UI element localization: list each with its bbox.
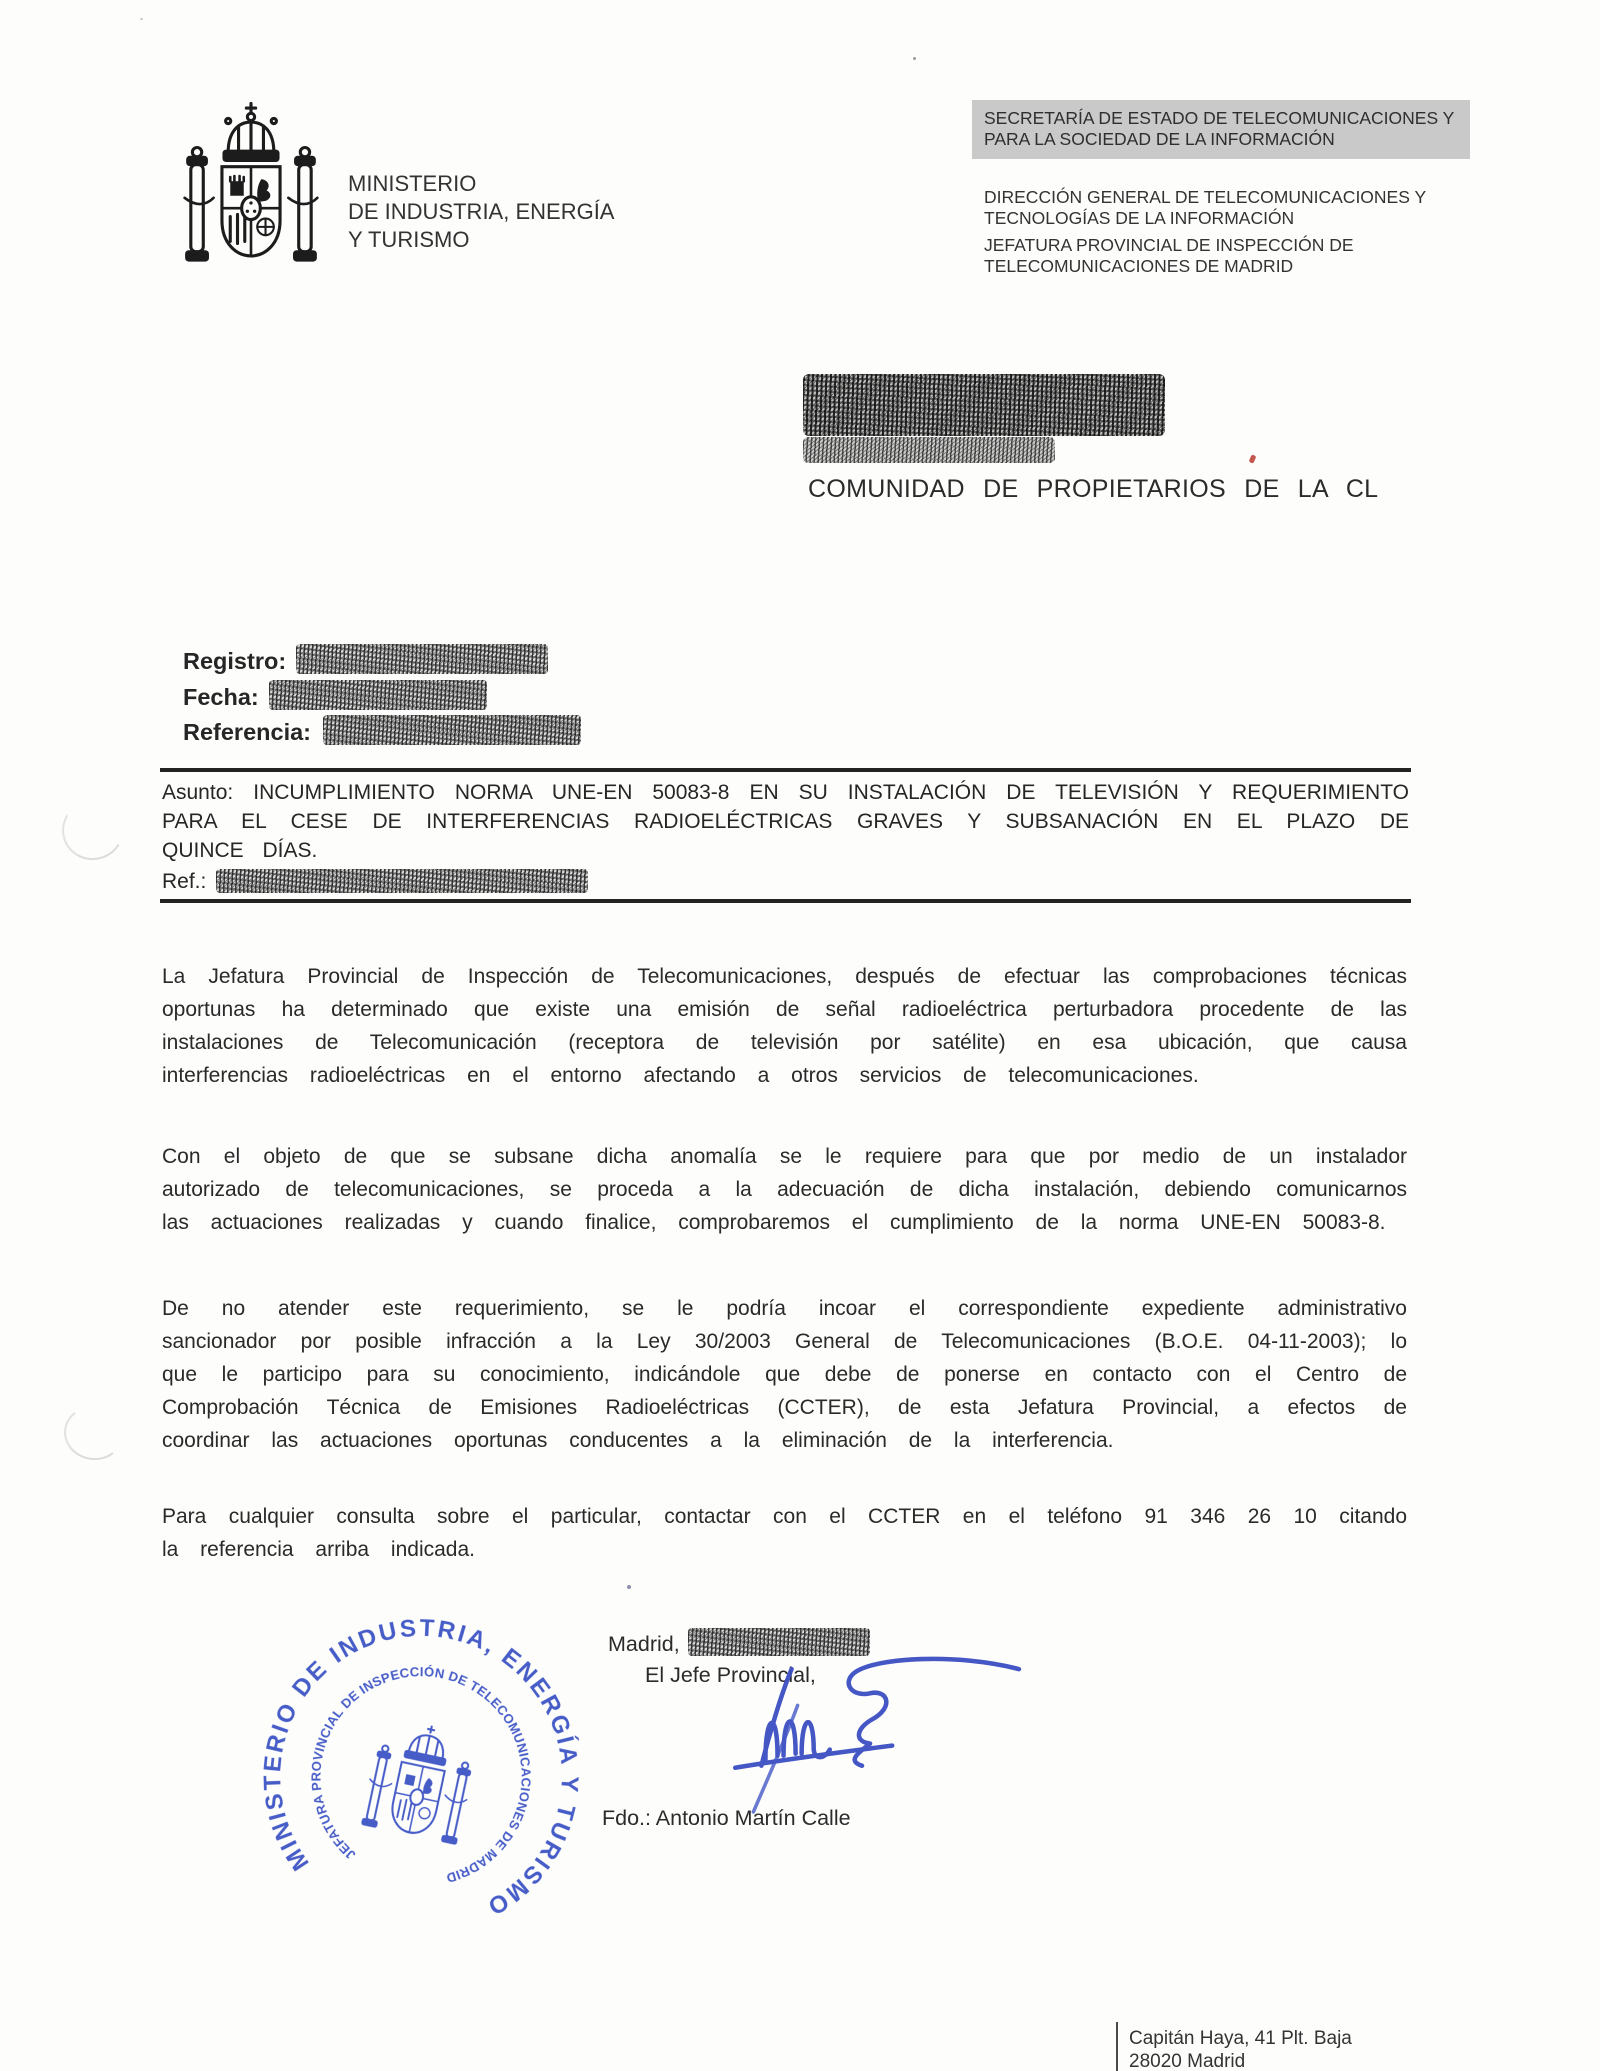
place-label: Madrid, <box>608 1632 680 1656</box>
referencia-redaction <box>323 715 581 745</box>
ref-label: Ref.: <box>162 870 207 893</box>
fecha-redaction <box>269 680 487 710</box>
signer-role: El Jefe Provincial, <box>645 1663 816 1687</box>
official-stamp-icon <box>218 1574 624 1980</box>
addressee-redaction-line2 <box>803 437 1055 463</box>
subject-text <box>162 778 1409 865</box>
scan-speck <box>140 18 143 20</box>
referencia-label: Referencia: <box>183 719 311 745</box>
ministry-name-line: MINISTERIO <box>348 171 477 196</box>
signer-name: Fdo.: Antonio Martín Calle <box>602 1806 851 1830</box>
letter-paragraph: De no atender este requerimiento, se le podría incoar el correspondiente expediente administrativo sancionador por posible infracción a la Ley 30/2003 General de Telecomunicaciones (B.O.E. 04-11-2003); lo que le participo para su conocimiento, indicándole que debe de ponerse en contacto con el Centro de Comprobación Técnica de Emisiones Radioeléctricas (CCTER), de esta Jefatura Provincial, a efectos de coordinar las actuaciones oportunas conducentes a la eliminación de la interferencia. <box>162 1297 1407 1452</box>
subject-label: Asunto: <box>162 781 234 804</box>
ministry-name-line: Y TURISMO <box>348 227 470 252</box>
footer-address <box>1129 2027 1352 2071</box>
stamp-outer-text: MINISTERIO DE INDUSTRIA, ENERGÍA Y TURISMO <box>259 1614 584 1922</box>
scan-crease-mark <box>56 793 131 866</box>
secretaria-de-estado-header: SECRETARÍA DE ESTADO DE TELECOMUNICACIONES Y PARA LA SOCIEDAD DE LA INFORMACIÓN <box>972 100 1470 159</box>
footer-divider <box>1116 2022 1118 2071</box>
scan-speck <box>1249 454 1257 463</box>
direccion-general-header: DIRECCIÓN GENERAL DE TELECOMUNICACIONES Y TECNOLOGÍAS DE LA INFORMACIÓN <box>984 187 1426 228</box>
fecha-label: Fecha: <box>183 684 259 710</box>
ministry-name <box>348 170 614 254</box>
stamp-inner-text: JEFATURA PROVINCIAL DE INSPECCIÓN DE TELECOMUNICACIONES DE MADRID <box>308 1664 534 1886</box>
registry-registro-row <box>183 644 548 675</box>
addressee-redaction <box>803 374 1165 436</box>
registro-label: Registro: <box>183 648 287 674</box>
ref-redaction <box>216 869 588 893</box>
registro-redaction <box>296 644 548 674</box>
jefatura-provincial-header: JEFATURA PROVINCIAL DE INSPECCIÓN DE TELECOMUNICACIONES DE MADRID <box>984 235 1354 276</box>
footer-address-line: Capitán Haya, 41 Plt. Baja <box>1129 2028 1352 2049</box>
footer-address-line: 28020 Madrid <box>1129 2051 1246 2071</box>
subject-value: INCUMPLIMIENTO NORMA UNE-EN 50083-8 EN SU INSTALACIÓN DE TELEVISIÓN Y REQUERIMIENTO PARA EL CESE DE INTERFERENCIAS RADIOELÉCTRICAS GRAVES Y SUBSANACIÓN EN EL PLAZO DE QUINCE DÍAS. <box>162 781 1409 862</box>
letter-paragraph: Con el objeto de que se subsane dicha anomalía se le requiere para que por medio de un instalador autorizado de telecomunicaciones, se proceda a la adecuación de dicha instalación, debiendo comunicarnos las actuaciones realizadas y cuando finalice, comprobaremos el cumplimiento de la norma UNE-EN 50083-8. <box>162 1145 1407 1234</box>
scan-speck <box>913 57 916 60</box>
addressee-name: COMUNIDAD DE PROPIETARIOS DE LA CL <box>808 475 1379 503</box>
spain-coat-of-arms-icon <box>168 98 334 280</box>
reference-row <box>162 869 1409 894</box>
subject-box <box>160 768 1411 903</box>
scan-speck <box>627 1585 631 1589</box>
ministry-name-line: DE INDUSTRIA, ENERGÍA <box>348 199 615 224</box>
registry-referencia-row <box>183 715 581 746</box>
handwritten-signature <box>695 1642 1027 1820</box>
scan-crease-mark <box>61 1403 126 1463</box>
letter-paragraph: La Jefatura Provincial de Inspección de Telecomunicaciones, después de efectuar las comprobaciones técnicas oportunas ha determinado que existe una emisión de señal radioeléctrica perturbadora procedente de las instalaciones de Telecomunicación (receptora de televisión por satélite) en esa ubicación, que causa interferencias radioeléctricas en el entorno afectando a otros servicios de telecomunicaciones. <box>162 965 1407 1087</box>
letter-paragraph: Para cualquier consulta sobre el particular, contactar con el CCTER en el teléfono 91 346 26 10 citando la referencia arriba indicada. <box>162 1505 1407 1561</box>
registry-fecha-row <box>183 680 487 711</box>
